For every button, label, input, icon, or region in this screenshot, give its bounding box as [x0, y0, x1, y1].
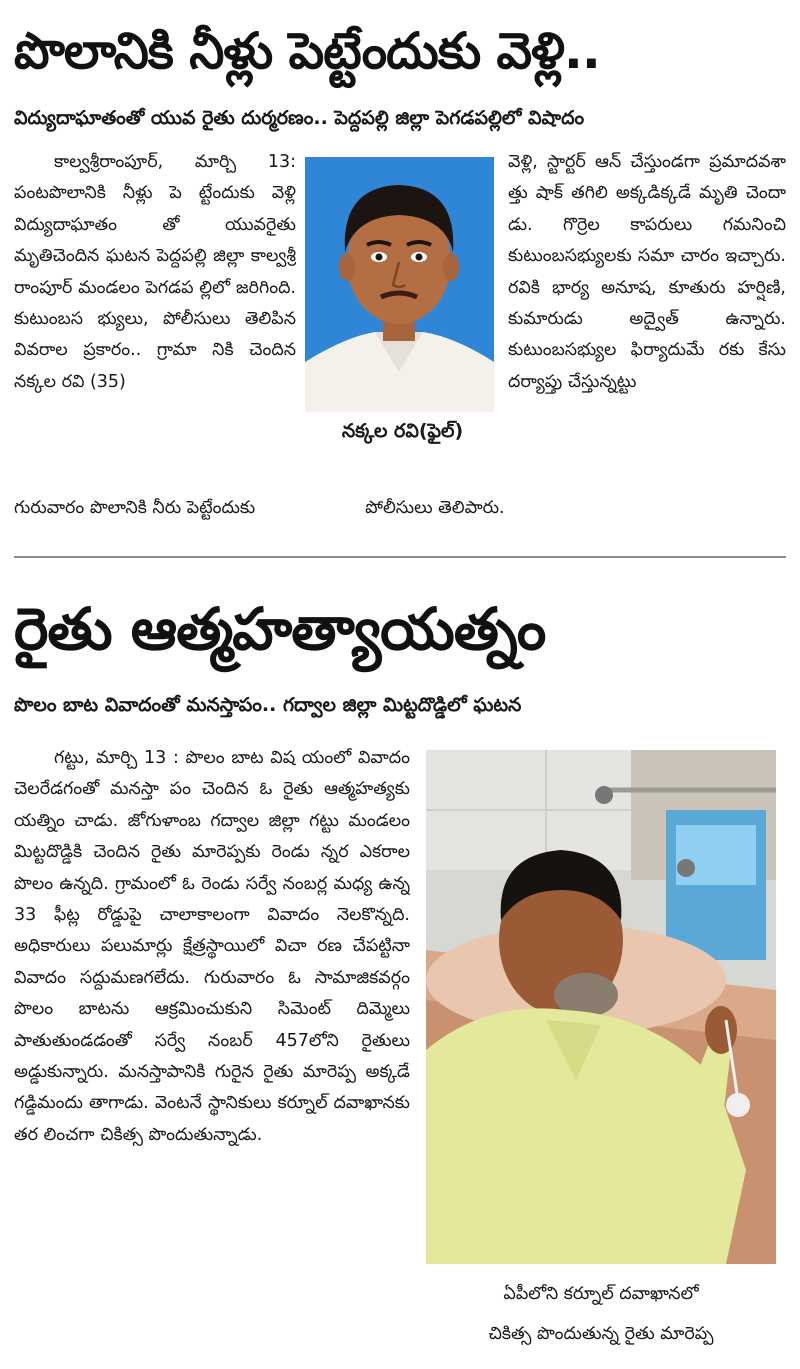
article2-subheadline: పొలం బాట వివాదంతో మనస్తాపం.. గద్వాల జిల్లా మిట్టదొడ్డిలో ఘటన [14, 694, 522, 716]
article2-headline: రైతు ఆత్మహత్యాయత్నం [14, 595, 546, 663]
ravi-portrait-illustration [305, 157, 494, 412]
article1-bottom-right: పోలీసులు తెలిపారు. [365, 498, 505, 518]
ravi-portrait-photo [305, 157, 494, 412]
article1-left-column [14, 147, 296, 437]
farmer-photo-caption [426, 1274, 776, 1354]
article1-subheadline: విద్యుదాఘాతంతో యువ రైతు దుర్మరణం.. పెద్దపల్లి జిల్లా పెగడపల్లిలో విషాదం [14, 107, 585, 129]
hospital-farmer-photo [426, 750, 776, 1264]
article1-headline: పొలానికి నీళ్లు పెట్టేందుకు వెళ్లి.. [14, 22, 600, 80]
article2-body-column [14, 743, 410, 1355]
article1-bottom-line [14, 493, 786, 525]
article1-right-column [508, 147, 786, 437]
article1-right-text: వెళ్లి, స్టార్టర్ ఆన్ చేస్తుండగా ప్రమాదవశా త్తు షాక్ తగిలి అక్కడిక్కడే మృతి చెందా డు. గొర్రెల కాపరులు గమనించి కుటుంబసభ్యులకు సమా చారం ఇచ్చారు. రవికి భార్య అనూష, కూతురు హర్షిణి, కుమారుడు అద్వైత్ ఉన్నారు. కుటుంబసభ్యుల ఫిర్యాదుమే రకు కేసు దర్యాప్తు చేస్తున్నట్టు [508, 152, 786, 392]
ravi-photo-caption: నక్కల రవి(ఫైల్) [341, 420, 464, 442]
article1-bottom-left: గురువారం పొలానికి నీరు పెట్టేందుకు [14, 498, 256, 518]
article2-body-text: గట్టు, మార్చి 13 : పొలం బాట విష యంలో వివాదం చెలరేడగంతో మనస్తా పం చెందిన ఓ రైతు ఆత్మహత్యకు యత్నిం చాడు. జోగుళాంబ గద్వాల జిల్లా గట్టు మండలం మిట్టదొడ్డికి చెందిన రైతు మారెప్పకు రెండు న్నర ఎకరాల పొలం ఉన్నది. గ్రామంలో ఓ రెండు సర్వే నంబర్ల మధ్య ఉన్న 33 ఫీట్ల రోడ్డుపై చాలాకాలంగా వివాదం నెలకొన్నది. అధికారులు పలుమార్లు క్షేత్రస్థాయిలో విచా రణ చేపట్టినా వివాదం సద్దుమణగలేదు. గురువారం ఓ సామాజికవర్గం పొలం బాటను ఆక్రమించుకుని సిమెంట్ దిమ్మెలు పాతుతుండడంతో సర్వే నంబర్ 457లోని రైతులు అడ్డుకున్నారు. మనస్తాపానికి గురైన రైతు మారెప్ప అక్కడే గడ్డిమందు తాగాడు. వెంటనే స్థానికులు కర్నూల్ దవాఖానకు తర లించగా చికిత్స పొందుతున్నాడు. [14, 748, 410, 1145]
article1-left-text: కాల్వశ్రీరాంపూర్, మార్చి 13: పంటపొలానికి నీళ్లు పె ట్టేందుకు వెళ్లి విద్యుదాఘాతం తో యువరైతు మృతిచెందిన ఘటన పెద్దపల్లి జిల్లా కాల్వశ్రీ రాంపూర్ మండలం పెగడప ల్లిలో జరిగింది. కుటుంబస భ్యులు, పోలీసులు తెలిపిన వివరాల ప్రకారం.. గ్రామా నికి చెందిన నక్కల రవి (35) [14, 152, 296, 392]
farmer-photo-caption-line1: ఏపీలోని కర్నూల్ దవాఖానలో [503, 1284, 699, 1304]
article-divider [14, 556, 786, 558]
farmer-photo-caption-line2: చికిత్స పొందుతున్న రైతు మారెప్ప [488, 1324, 714, 1344]
hospital-farmer-illustration [426, 750, 776, 1264]
